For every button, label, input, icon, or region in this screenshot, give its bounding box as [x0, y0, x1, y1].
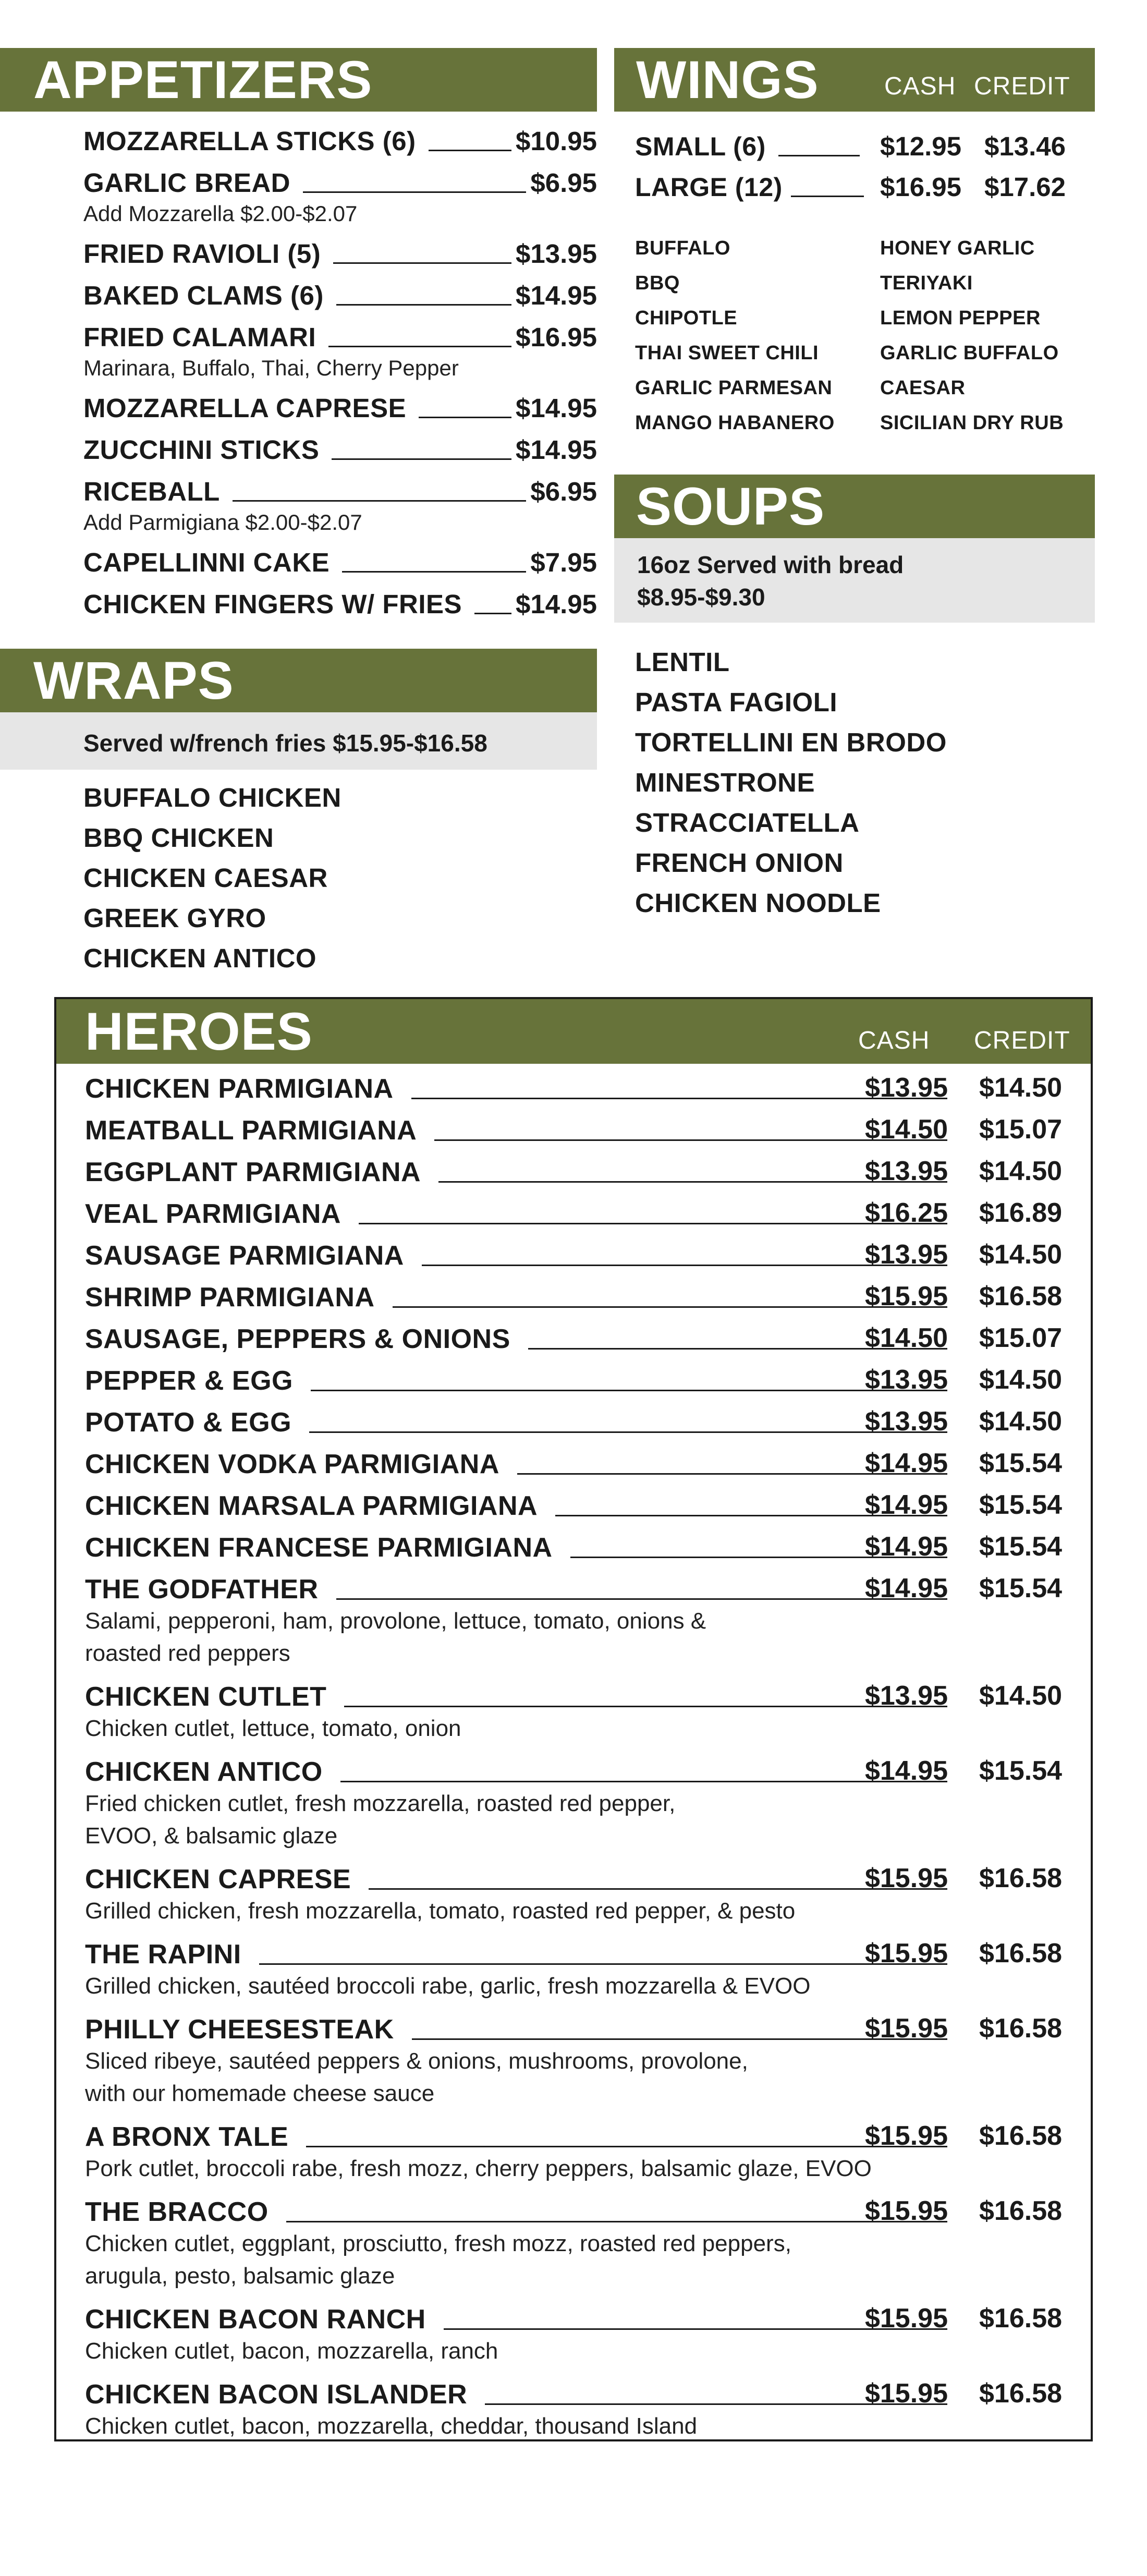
wings-credit-label: CREDIT	[974, 72, 1070, 100]
appetizer-price: $10.95	[516, 126, 597, 156]
soups-sub-line2: $8.95-$9.30	[637, 584, 765, 611]
hero-credit-price: $15.54	[979, 1532, 1063, 1562]
appetizer-price: $6.95	[530, 168, 597, 198]
appetizer-row	[83, 546, 597, 578]
appetizer-row	[83, 476, 597, 507]
hero-description: Grilled chicken, sautéed broccoli rabe, garlic, fresh mozzarella & EVOO	[85, 1973, 811, 1999]
appetizer-row	[83, 588, 597, 619]
soup-item: FRENCH ONION	[635, 848, 844, 878]
hero-row	[85, 1448, 950, 1480]
hero-cash-price: $13.95	[864, 1365, 948, 1395]
hero-name: THE BRACCO	[85, 2197, 269, 2227]
appetizer-row	[83, 280, 597, 311]
wraps-title: WRAPS	[33, 651, 234, 710]
hero-credit-price: $14.50	[979, 1073, 1063, 1103]
leader-line	[429, 150, 511, 151]
soup-item: CHICKEN NOODLE	[635, 888, 881, 918]
hero-cash-price: $14.50	[864, 1323, 948, 1353]
hero-row	[85, 1531, 950, 1563]
appetizer-price: $14.95	[516, 589, 597, 619]
leader-line	[791, 196, 864, 197]
hero-name: CHICKEN VODKA PARMIGIANA	[85, 1449, 499, 1479]
wrap-item: CHICKEN CAESAR	[83, 863, 328, 893]
wings-size-credit: $17.62	[984, 172, 1066, 202]
wings-sizes	[635, 130, 1083, 214]
hero-description: Sliced ribeye, sautéed peppers & onions, mushrooms, provolone,	[85, 2048, 748, 2074]
soup-item: MINESTRONE	[635, 768, 815, 797]
hero-row	[85, 1573, 950, 1605]
wrap-item: BBQ CHICKEN	[83, 823, 274, 853]
appetizer-price: $13.95	[516, 239, 597, 269]
wing-flavor: MANGO HABANERO	[635, 412, 835, 434]
hero-description: EVOO, & balsamic glaze	[85, 1823, 338, 1849]
hero-credit-price: $15.07	[979, 1114, 1063, 1145]
hero-row	[85, 1863, 950, 1895]
wrap-item: BUFFALO CHICKEN	[83, 783, 341, 812]
hero-description: Chicken cutlet, lettuce, tomato, onion	[85, 1716, 461, 1741]
hero-name: CHICKEN PARMIGIANA	[85, 1074, 394, 1104]
hero-credit-price: $16.58	[979, 2013, 1063, 2044]
hero-name: PEPPER & EGG	[85, 1366, 293, 1396]
appetizer-price: $14.95	[516, 281, 597, 310]
hero-cash-price: $13.95	[864, 1073, 948, 1103]
hero-cash-price: $14.95	[864, 1573, 948, 1603]
wing-flavor: BUFFALO	[635, 237, 730, 259]
appetizer-row	[83, 392, 597, 423]
wings-size-row	[635, 171, 1083, 202]
soup-item: LENTIL	[635, 647, 730, 677]
hero-description: Grilled chicken, fresh mozzarella, tomato, roasted red pepper, & pesto	[85, 1898, 796, 1924]
hero-name: CHICKEN MARSALA PARMIGIANA	[85, 1491, 538, 1521]
hero-cash-price: $13.95	[864, 1406, 948, 1437]
hero-row	[85, 1938, 950, 1970]
soups-header	[614, 475, 1095, 538]
hero-cash-price: $13.95	[864, 1156, 948, 1186]
wraps-sub-text: Served w/french fries $15.95-$16.58	[83, 730, 487, 757]
wing-flavor: TERIYAKI	[880, 272, 973, 294]
leader-line	[419, 417, 511, 418]
hero-description: Pork cutlet, broccoli rabe, fresh mozz, cherry peppers, balsamic glaze, EVOO	[85, 2156, 872, 2181]
hero-name: VEAL PARMIGIANA	[85, 1199, 341, 1229]
hero-cash-price: $14.95	[864, 1532, 948, 1562]
appetizer-name: FRIED RAVIOLI (5)	[83, 239, 321, 269]
hero-row	[85, 1364, 950, 1396]
wraps-list	[83, 782, 597, 991]
appetizer-name: ZUCCHINI STICKS	[83, 435, 320, 465]
hero-name: MEATBALL PARMIGIANA	[85, 1115, 417, 1146]
hero-name: CHICKEN CAPRESE	[85, 1864, 351, 1894]
leader-line	[306, 2146, 947, 2147]
hero-row	[85, 2120, 950, 2153]
hero-description: with our homemade cheese sauce	[85, 2081, 435, 2106]
hero-credit-price: $14.50	[979, 1681, 1063, 1711]
wings-size-name: LARGE (12)	[635, 173, 783, 202]
hero-description: Fried chicken cutlet, fresh mozzarella, roasted red pepper,	[85, 1791, 676, 1816]
leader-line	[286, 2221, 947, 2222]
leader-line	[328, 346, 511, 347]
wings-size-credit: $13.46	[984, 131, 1066, 161]
appetizer-row	[83, 238, 597, 269]
soups-subheader	[614, 538, 1095, 623]
hero-row	[85, 1239, 950, 1271]
hero-credit-price: $15.54	[979, 1573, 1063, 1603]
soup-item: STRACCIATELLA	[635, 808, 860, 837]
appetizers-header	[0, 48, 597, 112]
hero-description: Chicken cutlet, eggplant, prosciutto, fresh mozz, roasted red peppers,	[85, 2231, 791, 2256]
hero-credit-price: $16.58	[979, 1938, 1063, 1969]
appetizer-row	[83, 434, 597, 465]
leader-line	[303, 191, 526, 193]
hero-cash-price: $13.95	[864, 1681, 948, 1711]
leader-line	[336, 304, 511, 306]
hero-name: A BRONX TALE	[85, 2122, 289, 2152]
wing-flavor: GARLIC PARMESAN	[635, 377, 833, 399]
hero-name: CHICKEN ANTICO	[85, 1757, 323, 1787]
hero-cash-price: $15.95	[864, 1863, 948, 1893]
hero-cash-price: $14.95	[864, 1756, 948, 1786]
hero-row	[85, 1680, 950, 1712]
heroes-credit-label: CREDIT	[974, 1027, 1070, 1054]
appetizer-name: FRIED CALAMARI	[83, 322, 316, 352]
wing-flavor: GARLIC BUFFALO	[880, 342, 1059, 364]
appetizers-list	[83, 125, 597, 641]
hero-row	[85, 1322, 950, 1355]
hero-row	[85, 1406, 950, 1438]
wings-flavors	[635, 237, 1094, 446]
leader-line	[311, 1390, 947, 1391]
leader-line	[332, 458, 511, 460]
wrap-item: CHICKEN ANTICO	[83, 943, 317, 973]
hero-name: SAUSAGE PARMIGIANA	[85, 1241, 404, 1271]
hero-description: Chicken cutlet, bacon, mozzarella, ranch	[85, 2338, 498, 2364]
hero-row	[85, 1281, 950, 1313]
hero-row	[85, 2195, 950, 2228]
heroes-list	[56, 1072, 1091, 2439]
hero-cash-price: $14.50	[864, 1114, 948, 1145]
hero-credit-price: $14.50	[979, 1406, 1063, 1437]
appetizer-price: $16.95	[516, 322, 597, 352]
appetizer-row	[83, 125, 597, 156]
hero-credit-price: $16.58	[979, 2196, 1063, 2226]
hero-credit-price: $14.50	[979, 1365, 1063, 1395]
hero-credit-price: $16.58	[979, 1863, 1063, 1893]
hero-row	[85, 1156, 950, 1188]
wings-title: WINGS	[636, 50, 819, 110]
heroes-box	[54, 997, 1093, 2441]
leader-line	[474, 613, 511, 614]
hero-row	[85, 1197, 950, 1230]
wings-size-cash: $16.95	[880, 172, 961, 202]
soup-item: TORTELLINI EN BRODO	[635, 727, 947, 757]
hero-credit-price: $14.50	[979, 1240, 1063, 1270]
wings-header	[614, 48, 1095, 112]
soup-item: PASTA FAGIOLI	[635, 687, 838, 717]
wing-flavor: THAI SWEET CHILI	[635, 342, 819, 364]
wing-flavor: CHIPOTLE	[635, 307, 738, 329]
hero-row	[85, 2303, 950, 2335]
heroes-title: HEROES	[85, 1002, 313, 1061]
hero-name: CHICKEN BACON RANCH	[85, 2304, 426, 2335]
hero-cash-price: $14.95	[864, 1490, 948, 1520]
hero-credit-price: $15.54	[979, 1448, 1063, 1478]
soups-list	[635, 647, 1094, 939]
hero-cash-price: $15.95	[864, 2303, 948, 2334]
wings-cash-label: CASH	[884, 72, 956, 100]
soups-title: SOUPS	[636, 477, 825, 536]
appetizer-price: $14.95	[516, 393, 597, 423]
heroes-cash-label: CASH	[858, 1027, 930, 1054]
leader-line	[778, 155, 860, 156]
hero-row	[85, 1072, 950, 1104]
wings-size-row	[635, 130, 1083, 162]
hero-row	[85, 2013, 950, 2045]
hero-cash-price: $15.95	[864, 1281, 948, 1311]
hero-credit-price: $15.07	[979, 1323, 1063, 1353]
hero-name: CHICKEN BACON ISLANDER	[85, 2379, 468, 2410]
wraps-subheader	[0, 712, 597, 770]
hero-credit-price: $16.89	[979, 1198, 1063, 1228]
appetizer-name: CAPELLINNI CAKE	[83, 548, 330, 577]
hero-cash-price: $15.95	[864, 2378, 948, 2409]
hero-row	[85, 2378, 950, 2410]
hero-credit-price: $15.54	[979, 1756, 1063, 1786]
wing-flavor: CAESAR	[880, 377, 966, 399]
wing-flavor: BBQ	[635, 272, 680, 294]
appetizer-name: BAKED CLAMS (6)	[83, 281, 324, 310]
hero-cash-price: $15.95	[864, 2121, 948, 2151]
wing-flavor: HONEY GARLIC	[880, 237, 1035, 259]
appetizer-price: $7.95	[530, 548, 597, 577]
leader-line	[309, 1431, 947, 1433]
leader-line	[259, 1963, 947, 1965]
appetizers-title: APPETIZERS	[33, 50, 373, 110]
hero-name: EGGPLANT PARMIGIANA	[85, 1157, 421, 1187]
wing-flavor: LEMON PEPPER	[880, 307, 1041, 329]
leader-line	[342, 571, 526, 573]
wraps-header	[0, 649, 597, 712]
appetizer-name: CHICKEN FINGERS W/ FRIES	[83, 589, 462, 619]
appetizer-name: RICEBALL	[83, 477, 220, 506]
hero-credit-price: $16.58	[979, 2303, 1063, 2334]
hero-name: THE RAPINI	[85, 1939, 241, 1970]
hero-cash-price: $15.95	[864, 2013, 948, 2044]
hero-name: SAUSAGE, PEPPERS & ONIONS	[85, 1324, 510, 1354]
wings-size-cash: $12.95	[880, 131, 961, 161]
appetizer-name: MOZZARELLA STICKS (6)	[83, 126, 416, 156]
hero-cash-price: $16.25	[864, 1198, 948, 1228]
hero-description: roasted red peppers	[85, 1641, 290, 1666]
hero-name: SHRIMP PARMIGIANA	[85, 1282, 375, 1313]
appetizer-price: $14.95	[516, 435, 597, 465]
hero-credit-price: $16.58	[979, 2378, 1063, 2409]
appetizer-note: Add Parmigiana $2.00-$2.07	[83, 510, 362, 534]
soups-sub-line1: 16oz Served with bread	[637, 551, 904, 578]
appetizer-note: Add Mozzarella $2.00-$2.07	[83, 201, 358, 226]
hero-credit-price: $16.58	[979, 1281, 1063, 1311]
hero-cash-price: $15.95	[864, 2196, 948, 2226]
hero-row	[85, 1114, 950, 1146]
hero-cash-price: $15.95	[864, 1938, 948, 1969]
hero-name: CHICKEN FRANCESE PARMIGIANA	[85, 1533, 553, 1563]
hero-cash-price: $13.95	[864, 1240, 948, 1270]
hero-name: POTATO & EGG	[85, 1407, 292, 1438]
appetizer-price: $6.95	[530, 477, 597, 506]
appetizer-name: GARLIC BREAD	[83, 168, 290, 198]
appetizer-note: Marinara, Buffalo, Thai, Cherry Pepper	[83, 356, 459, 380]
hero-description: Salami, pepperoni, ham, provolone, lettuce, tomato, onions &	[85, 1608, 706, 1634]
hero-cash-price: $14.95	[864, 1448, 948, 1478]
appetizer-name: MOZZARELLA CAPRESE	[83, 393, 407, 423]
appetizer-row	[83, 167, 597, 198]
hero-name: PHILLY CHEESESTEAK	[85, 2014, 394, 2045]
wrap-item: GREEK GYRO	[83, 903, 266, 933]
hero-description: arugula, pesto, balsamic glaze	[85, 2263, 395, 2289]
hero-description: Chicken cutlet, bacon, mozzarella, cheddar, thousand Island	[85, 2413, 698, 2439]
wing-flavor: SICILIAN DRY RUB	[880, 412, 1064, 434]
leader-line	[333, 262, 511, 264]
hero-credit-price: $16.58	[979, 2121, 1063, 2151]
heroes-header	[56, 999, 1091, 1064]
hero-row	[85, 1755, 950, 1788]
hero-name: THE GODFATHER	[85, 1574, 319, 1605]
leader-line	[233, 500, 527, 502]
wings-size-name: SMALL (6)	[635, 132, 766, 161]
hero-credit-price: $15.54	[979, 1490, 1063, 1520]
hero-row	[85, 1489, 950, 1522]
appetizer-row	[83, 321, 597, 353]
hero-name: CHICKEN CUTLET	[85, 1682, 327, 1712]
hero-credit-price: $14.50	[979, 1156, 1063, 1186]
